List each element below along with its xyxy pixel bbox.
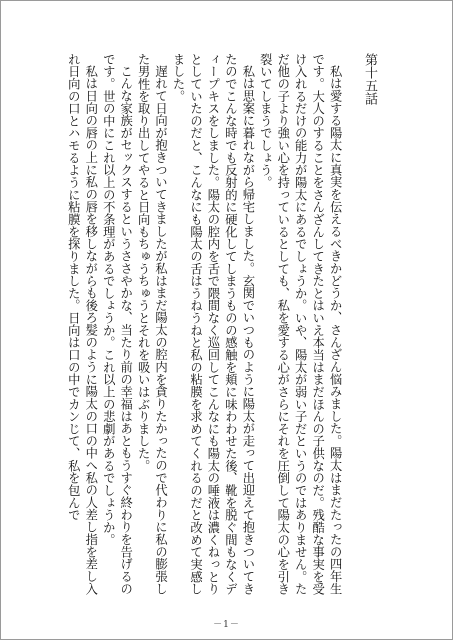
- title-spacer: [343, 53, 360, 601]
- paragraph: 私は愛する陽太に真実を伝えるべきかどうか、さんざん悩みました。陽太はまだたったの四年生です。大人のすることをさんざんしてきたとはいえ本当はまだほんの子供なのだ。残酷な事実を受け入れるだけの能力が陽太にあるでしょうか。いや、陽太が弱い子だというのではありません。ただ他の子より強い心を持っているとしても、私を愛する心がさらにそれを圧倒して陽太の心を引き裂いてしまうでしょう。: [258, 53, 343, 596]
- paragraph: 私は思案に暮れながら帰宅しました。玄関でいつものように陽太が走って出迎えて抱きついてきたのでこんな時でも反射的に硬化してしまうものの感触を頬に味わわせた後、靴を脱ぐ間もなくディープキスをしました。陽太の腔内を舌で隈間なく巡回してこんなにも陽太の唾液は濃くねっとりとしていたのだと、こんなにも陽太の舌はうねうねと私の粘膜を求めてくれるのだと改めて実感しました。: [171, 53, 255, 596]
- paragraph: 私は日向の唇の上に私の唇を移しながらも後ろ髪のように陽太の口の中へ私の人差し指を差し入れ日向の口とハモるように粘膜を探りました。日向は口の中でカンじて、私を包んで: [66, 53, 98, 596]
- page-number: －1－: [213, 620, 240, 630]
- chapter-title: 第十五話: [362, 53, 377, 106]
- paragraph: こんな家族がセックスするというささやかな、当たり前の幸福はあともうすぐ終わりを告げるのです。世の中にこれ以上の不条理があるでしょうか。これ以上の悲劇があるでしょうか。: [101, 53, 133, 596]
- paragraph: 遅れて日向が抱きついてきましたが私はまだ陽太の腔内を貪りたかったので代わりに私の膨張した男性を取り出してやると日向もちゅうちゅうとそれを吸いはぶりました。: [136, 53, 168, 596]
- vertical-text-body: [64, 53, 390, 601]
